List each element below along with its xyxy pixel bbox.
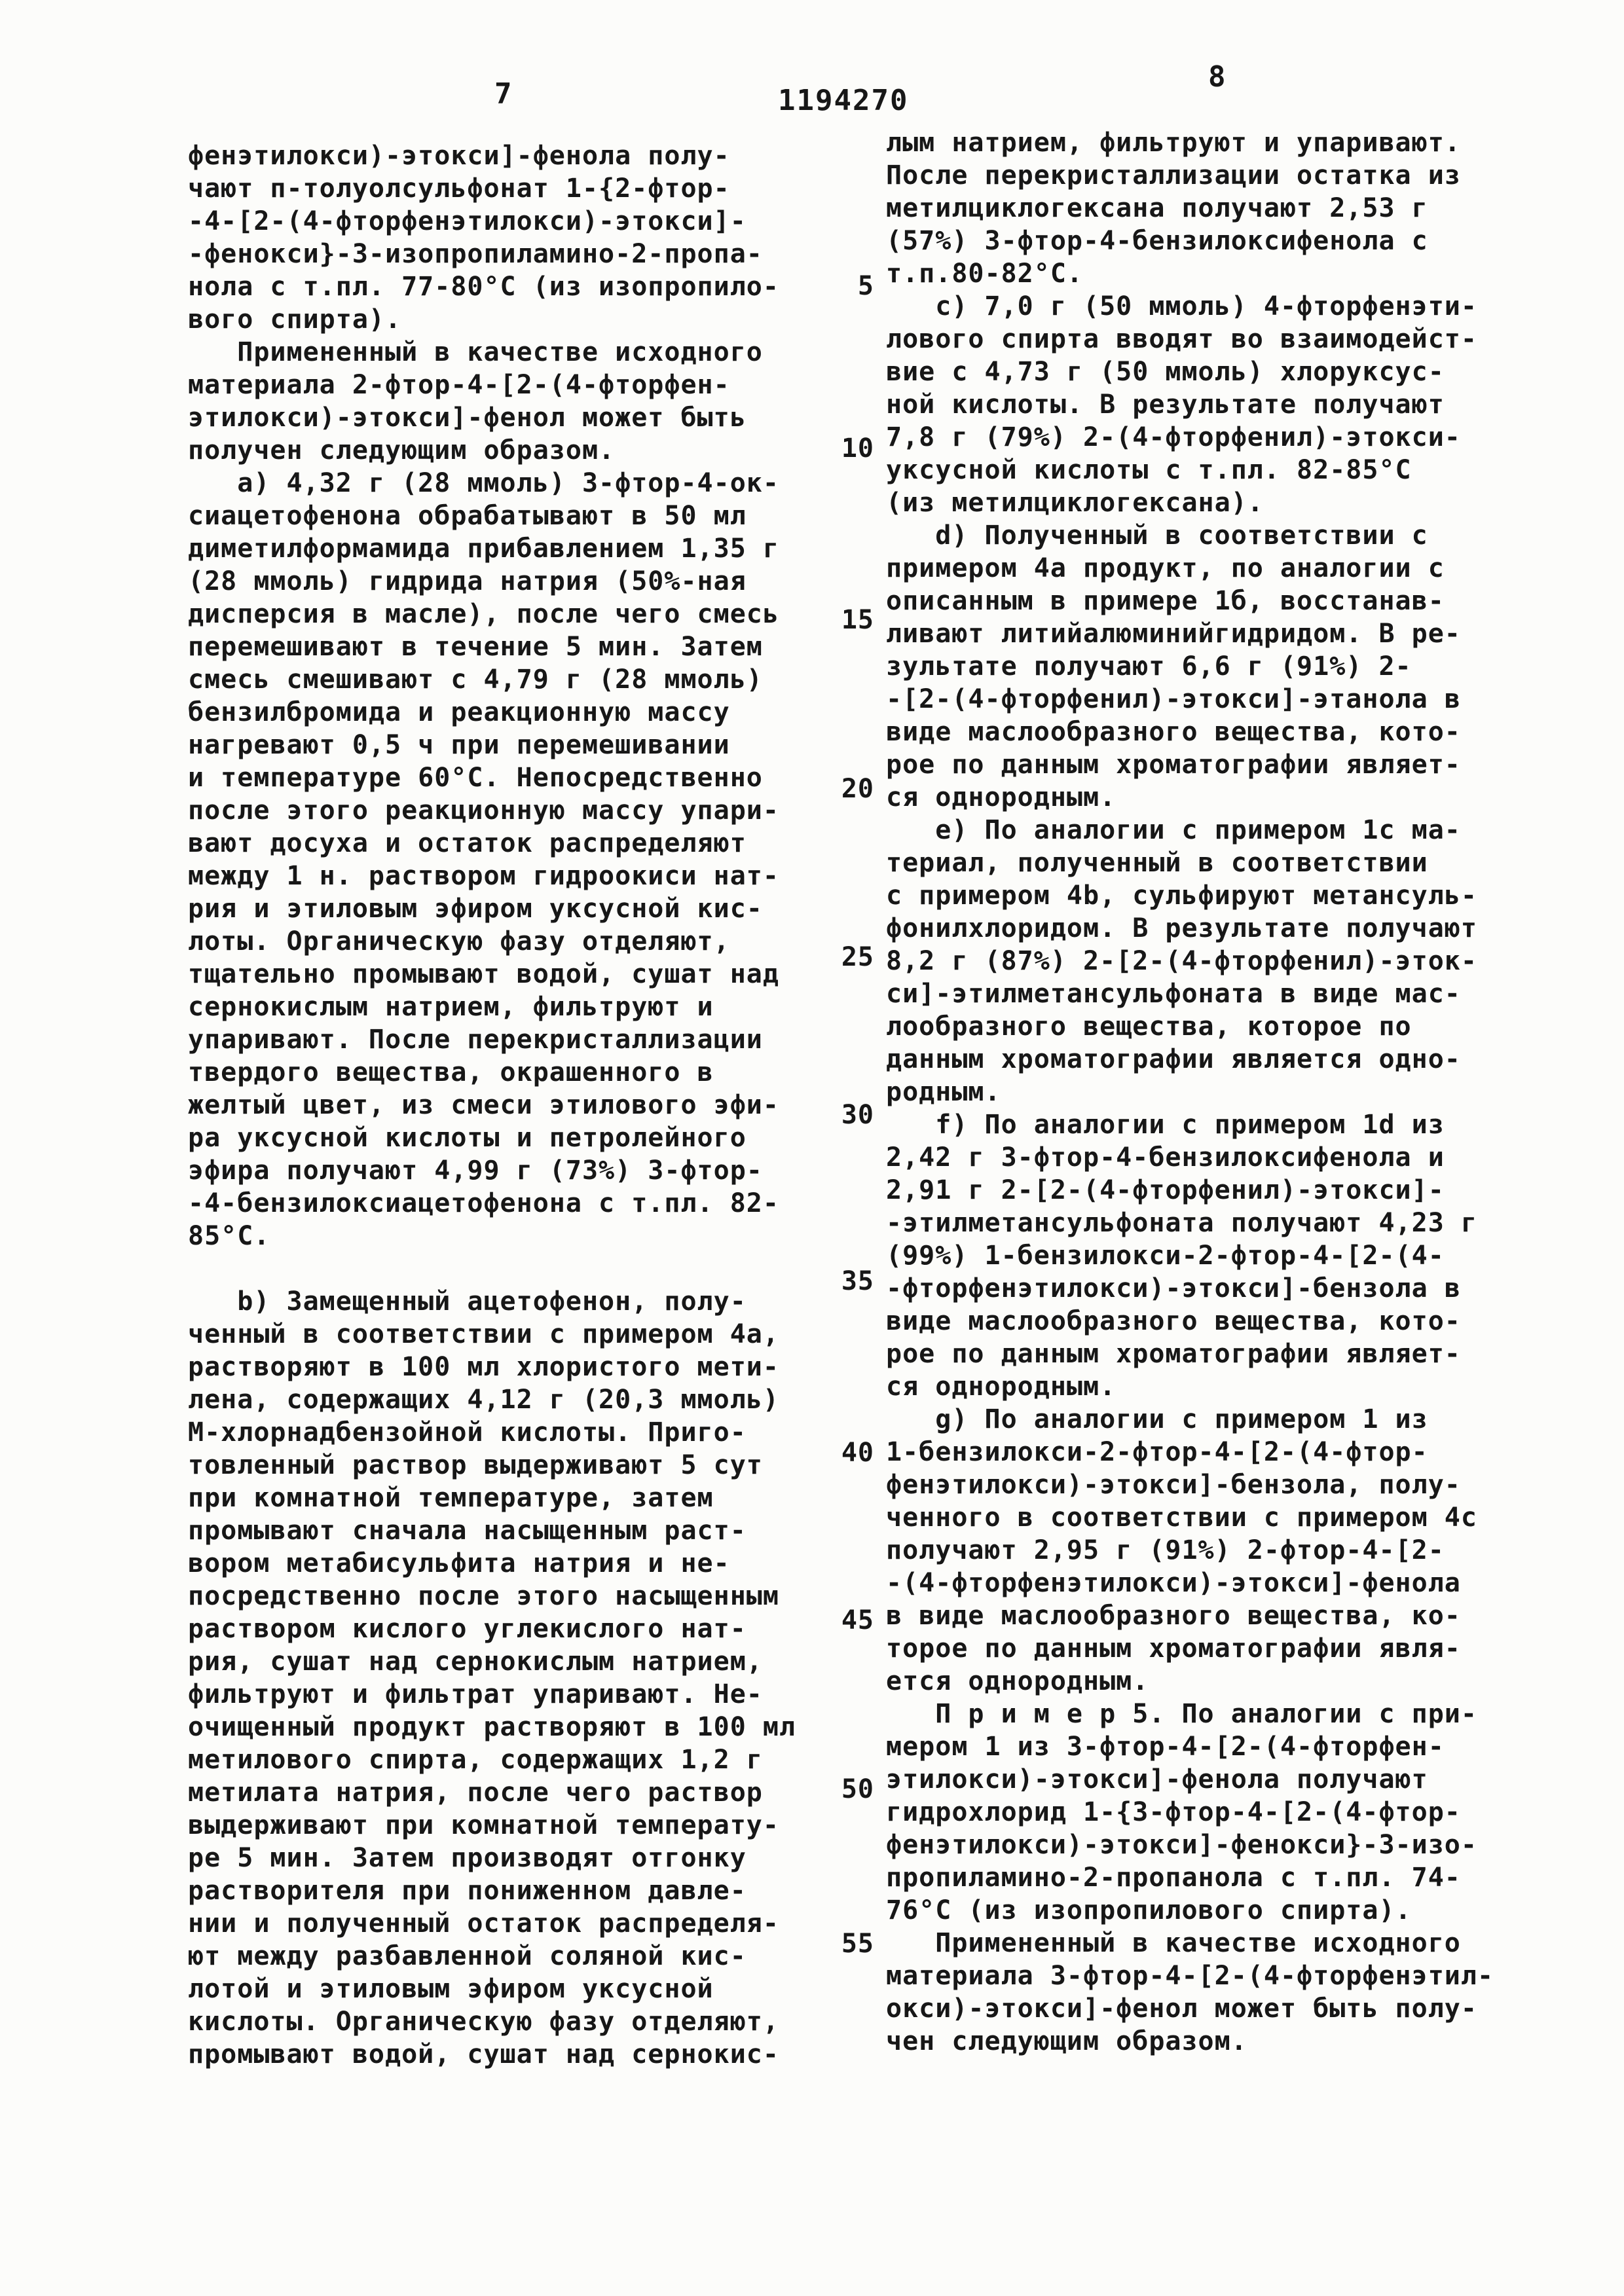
text-line: b) Замещенный ацетофенон, полу- <box>188 1286 747 1317</box>
text-line: эфира получают 4,99 г (73%) 3-фтор- <box>188 1156 763 1186</box>
line-number: 50 <box>841 1774 874 1804</box>
text-line: при комнатной температуре, затем <box>188 1483 714 1513</box>
text-line: описанным в примере 1б, восстанав- <box>886 586 1445 616</box>
page-number-left: 7 <box>494 77 513 111</box>
text-line: этилокси)-этокси]-фенол может быть <box>188 403 747 433</box>
text-line: а) 4,32 г (28 ммоль) 3-фтор-4-ок- <box>188 468 779 498</box>
text-line: Примененный в качестве исходного <box>886 1928 1461 1958</box>
text-line: лообразного вещества, которое по <box>886 1011 1412 1042</box>
text-line: тщательно промывают водой, сушат над <box>188 959 779 989</box>
text-line: этилокси)-этокси]-фенола получают <box>886 1764 1428 1795</box>
text-line: материала 3-фтор-4-[2-(4-фторфенэтил- <box>886 1961 1494 1991</box>
left-column <box>188 139 843 2071</box>
text-line: дисперсия в масле), после чего смесь <box>188 599 779 629</box>
text-line: растворителя при пониженном давле- <box>188 1876 747 1906</box>
text-line: упаривают. После перекристаллизации <box>188 1025 763 1055</box>
text-line: промывают сначала насыщенным раст- <box>188 1516 747 1546</box>
text-line: с) 7,0 г (50 ммоль) 4-фторфенэти- <box>886 291 1477 321</box>
text-line: лового спирта вводят во взаимодейст- <box>886 324 1477 354</box>
text-line: рия и этиловым эфиром уксусной кис- <box>188 894 763 924</box>
text-line: 2,91 г 2-[2-(4-фторфенил)-этокси]- <box>886 1175 1445 1205</box>
text-line: твердого вещества, окрашенного в <box>188 1057 714 1087</box>
text-line: растворяют в 100 мл хлористого мети- <box>188 1352 779 1382</box>
text-line: ченный в соответствии с примером 4а, <box>188 1319 779 1349</box>
line-number: 45 <box>841 1605 874 1635</box>
text-line: т.п.80-82°С. <box>886 259 1083 289</box>
text-line: П р и м е р 5. По аналогии с при- <box>886 1699 1477 1729</box>
text-line: окси)-этокси]-фенол может быть полу- <box>886 1994 1477 2024</box>
text-line: вие с 4,73 г (50 ммоль) хлоруксус- <box>886 357 1445 387</box>
text-line: ся однородным. <box>886 1372 1116 1402</box>
text-line: 76°С (из изопропилового спирта). <box>886 1895 1412 1925</box>
text-line: лоты. Органическую фазу отделяют, <box>188 926 730 957</box>
text-line: фенэтилокси)-этокси]-фенола полу- <box>188 141 730 171</box>
text-line: очищенный продукт растворяют в 100 мл <box>188 1712 796 1742</box>
text-line: -4-бензилоксиацетофенона с т.пл. 82- <box>188 1188 779 1218</box>
text-line: между 1 н. раствором гидроокиси нат- <box>188 861 779 891</box>
text-line: после этого реакционную массу упари- <box>188 795 779 826</box>
line-number: 10 <box>841 433 874 464</box>
text-line: кислоты. Органическую фазу отделяют, <box>188 2007 779 2037</box>
text-line: пропиламино-2-пропанола с т.пл. 74- <box>886 1863 1461 1893</box>
text-line: После перекристаллизации остатка из <box>886 160 1461 191</box>
text-line: гидрохлорид 1-{3-фтор-4-[2-(4-фтор- <box>886 1797 1461 1827</box>
text-line: ной кислоты. В результате получают <box>886 390 1445 420</box>
page-number-right: 8 <box>1208 60 1227 94</box>
text-line: 1-бензилокси-2-фтор-4-[2-(4-фтор- <box>886 1437 1428 1467</box>
text-line: 2,42 г 3-фтор-4-бензилоксифенола и <box>886 1142 1445 1173</box>
text-line: метилциклогексана получают 2,53 г <box>886 193 1428 223</box>
text-line: примером 4а продукт, по аналогии с <box>886 553 1445 583</box>
text-line: лотой и этиловым эфиром уксусной <box>188 1974 714 2004</box>
text-line: лым натрием, фильтруют и упаривают. <box>886 128 1461 158</box>
text-line: ливают литийалюминийгидридом. В ре- <box>886 619 1461 649</box>
text-line: (57%) 3-фтор-4-бензилоксифенола с <box>886 226 1428 256</box>
text-line: ют между разбавленной соляной кис- <box>188 1941 747 1971</box>
text-line: данным хроматографии является одно- <box>886 1044 1461 1074</box>
line-number: 40 <box>841 1438 874 1468</box>
text-line: фенэтилокси)-этокси]-бензола, полу- <box>886 1470 1461 1500</box>
text-line: чен следующим образом. <box>886 2026 1247 2056</box>
line-number: 15 <box>841 605 874 635</box>
text-line: f) По аналогии с примером 1d из <box>886 1110 1445 1140</box>
text-line: промывают водой, сушат над сернокис- <box>188 2039 779 2069</box>
text-line: посредственно после этого насыщенным <box>188 1581 779 1611</box>
text-line: товленный раствор выдерживают 5 сут <box>188 1450 763 1480</box>
text-line: желтый цвет, из смеси этилового эфи- <box>188 1090 779 1120</box>
line-number: 5 <box>857 271 874 301</box>
text-line: -этилметансульфоната получают 4,23 г <box>886 1208 1477 1238</box>
text-line: бензилбромида и реакционную массу <box>188 697 730 727</box>
text-line: смесь смешивают с 4,79 г (28 ммоль) <box>188 665 763 695</box>
text-line: зультате получают 6,6 г (91%) 2- <box>886 651 1412 682</box>
text-line: мером 1 из 3-фтор-4-[2-(4-фторфен- <box>886 1732 1445 1762</box>
text-line: рое по данным хроматографии являет- <box>886 1339 1461 1369</box>
text-line: (99%) 1-бензилокси-2-фтор-4-[2-(4- <box>886 1241 1445 1271</box>
text-line: лена, содержащих 4,12 г (20,3 ммоль) <box>188 1385 779 1415</box>
patent-number: 1194270 <box>778 84 909 117</box>
text-line: виде маслообразного вещества, кото- <box>886 717 1461 747</box>
line-number: 35 <box>841 1266 874 1296</box>
text-line: териал, полученный в соответствии <box>886 848 1428 878</box>
text-line: ся однородным. <box>886 782 1116 812</box>
text-line: (из метилциклогексана). <box>886 488 1264 518</box>
text-line: -фторфенэтилокси)-этокси]-бензола в <box>886 1273 1461 1303</box>
line-number: 30 <box>841 1100 874 1130</box>
text-line: метилового спирта, содержащих 1,2 г <box>188 1745 763 1775</box>
text-line: М-хлорнадбензойной кислоты. Приго- <box>188 1417 747 1448</box>
text-line: d) Полученный в соответствии с <box>886 520 1428 551</box>
text-line: Примененный в качестве исходного <box>188 337 763 367</box>
text-line: -фенокси}-3-изопропиламино-2-пропа- <box>188 239 763 269</box>
text-line: фильтруют и фильтрат упаривают. Не- <box>188 1679 763 1709</box>
text-line: g) По аналогии с примером 1 из <box>886 1404 1428 1434</box>
text-line: сернокислым натрием, фильтруют и <box>188 992 714 1022</box>
text-line: 8,2 г (87%) 2-[2-(4-фторфенил)-эток- <box>886 946 1477 976</box>
text-line <box>188 1252 843 1285</box>
text-line: торое по данным хроматографии явля- <box>886 1633 1461 1664</box>
text-line: диметилформамида прибавлением 1,35 г <box>188 534 779 564</box>
text-line: вором метабисульфита натрия и не- <box>188 1548 730 1578</box>
text-line: фенэтилокси)-этокси]-фенокси}-3-изо- <box>886 1830 1477 1860</box>
line-number: 55 <box>841 1929 874 1959</box>
text-line: родным. <box>886 1077 1001 1107</box>
text-line: вают досуха и остаток распределяют <box>188 828 747 858</box>
text-line: получают 2,95 г (91%) 2-фтор-4-[2- <box>886 1535 1445 1565</box>
text-line: сиацетофенона обрабатывают в 50 мл <box>188 501 747 531</box>
text-line: ре 5 мин. Затем производят отгонку <box>188 1843 747 1873</box>
text-line: 7,8 г (79%) 2-(4-фторфенил)-этокси- <box>886 422 1461 452</box>
text-line: с примером 4b, сульфируют метансуль- <box>886 881 1477 911</box>
text-line: рое по данным хроматографии являет- <box>886 750 1461 780</box>
line-number: 20 <box>841 774 874 804</box>
text-line: получен следующим образом. <box>188 435 616 465</box>
text-line: -4-[2-(4-фторфенэтилокси)-этокси]- <box>188 206 747 236</box>
text-line: ра уксусной кислоты и петролейного <box>188 1123 747 1153</box>
text-line: раствором кислого углекислого нат- <box>188 1614 747 1644</box>
text-line: нии и полученный остаток распределя- <box>188 1908 779 1939</box>
text-line: в виде маслообразного вещества, ко- <box>886 1601 1461 1631</box>
text-line: метилата натрия, после чего раствор <box>188 1777 763 1808</box>
text-line: чают п-толуолсульфонат 1-{2-фтор- <box>188 173 730 204</box>
text-line: нагревают 0,5 ч при перемешивании <box>188 730 730 760</box>
text-line: перемешивают в течение 5 мин. Затем <box>188 632 763 662</box>
text-line: виде маслообразного вещества, кото- <box>886 1306 1461 1336</box>
text-line: -(4-фторфенэтилокси)-этокси]-фенола <box>886 1568 1461 1598</box>
text-line: фонилхлоридом. В результате получают <box>886 913 1477 943</box>
text-line: (28 ммоль) гидрида натрия (50%-ная <box>188 566 747 596</box>
text-line: си]-этилметансульфоната в виде мас- <box>886 979 1461 1009</box>
text-line: е) По аналогии с примером 1с ма- <box>886 815 1461 845</box>
text-line: уксусной кислоты с т.пл. 82-85°С <box>886 455 1412 485</box>
text-line: материала 2-фтор-4-[2-(4-фторфен- <box>188 370 730 400</box>
right-column <box>886 126 1547 2058</box>
text-line: рия, сушат над сернокислым натрием, <box>188 1647 763 1677</box>
text-line: нола с т.пл. 77-80°С (из изопропило- <box>188 272 779 302</box>
line-number: 25 <box>841 942 874 972</box>
text-line: вого спирта). <box>188 304 402 335</box>
text-line: и температуре 60°С. Непосредственно <box>188 763 763 793</box>
text-line: выдерживают при комнатной температу- <box>188 1810 779 1840</box>
text-line: ется однородным. <box>886 1666 1149 1696</box>
text-line: -[2-(4-фторфенил)-этокси]-этанола в <box>886 684 1461 714</box>
text-line: ченного в соответствии с примером 4с <box>886 1503 1477 1533</box>
text-line: 85°С. <box>188 1221 270 1251</box>
